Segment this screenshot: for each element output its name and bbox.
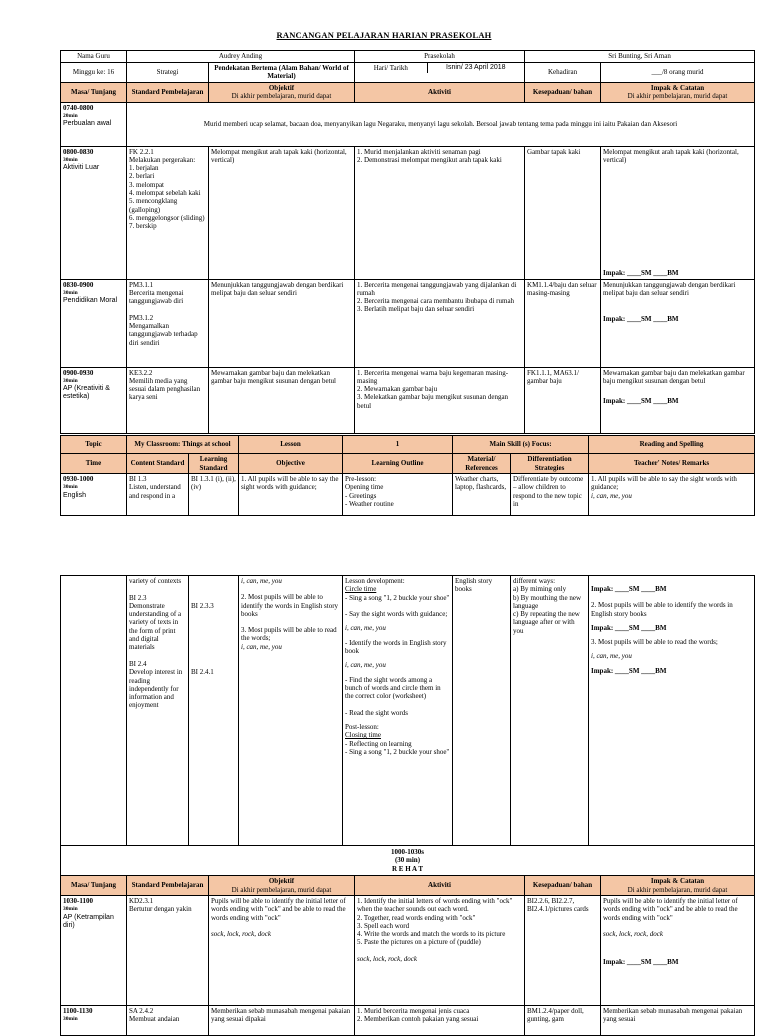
row-pendidikan-moral	[61, 279, 755, 367]
outline-post: Post-lesson:	[345, 723, 379, 732]
header-learning-standard: Learning Standard	[189, 454, 239, 474]
bahan-cell: Gambar tapak kaki	[525, 146, 601, 279]
header-standard: Standard Pembelajaran	[127, 876, 209, 896]
differentiation-cell: different ways: a) By miming only b) By mouthing the new language c) By repeating the new language after or with you	[511, 576, 589, 846]
impak-line: Impak: ____SM ____BM	[591, 666, 667, 675]
header-content-standard: Content Standard	[127, 454, 189, 474]
topic-label: Topic	[61, 436, 127, 454]
header-impak-sub: Di akhir pembelajaran, murid dapat	[627, 885, 728, 894]
objektif-cell: Melompat mengikut arah tapak kaki (horizontal, vertical)	[209, 146, 355, 279]
aktiviti-cell: 1. Bercerita mengenai warna baju kegemaran masing-masing 2. Mewarnakan gambar baju 3. Melekatkan gambar baju mengikut susunan dengan betul	[355, 367, 525, 433]
outline-cell	[343, 576, 453, 846]
lesson-value: 1	[343, 436, 453, 454]
objective-2: 2. Most pupils will be able to identify the words in English story books	[241, 593, 339, 618]
outline-dev: Lesson development:	[345, 577, 405, 585]
notes-text: 1. All pupils will be able to say the sight words with guidance;	[591, 475, 737, 492]
english-header-row	[61, 454, 755, 474]
time-cell	[61, 896, 127, 1006]
bahan-cell: BM1.2.4/paper doll, gunting, gam	[525, 1006, 601, 1036]
impak-cell: Memberikan sebab munasabah mengenai pakaian yang sesuai	[601, 1006, 755, 1036]
header-row-2	[61, 876, 755, 896]
aktiviti-text: 1. Identify the initial letters of words ending with "ock" when the teacher sounds out each word. 2. Together, read words ending with "ock" 3. Spell each word 4. Write the words and match the words to its picture 5. Paste the pictures on a picture of (puddle)	[357, 897, 513, 947]
topic-row	[61, 436, 755, 454]
time: 0900-0930	[63, 368, 94, 377]
tunjang: Pendidikan Moral	[63, 297, 118, 305]
header-impak-title: Impak & Catatan	[650, 877, 705, 886]
objektif-text: Pupils will be able to identify the initial letter of words ending with "ock" and be able to read the words ending with "ock"	[211, 897, 346, 922]
perbualan-text: Murid memberi ucap selamat, bacaan doa, menyanyikan lagu Negaraku, menyanyi lagu sekolah. Bersoal jawab tentang tema pada minggu ini iaitu Pakaian dan Aksesori	[127, 102, 755, 146]
duration: 20min	[63, 112, 78, 119]
time: 0830-0900	[63, 280, 94, 289]
ls-233: BI 2.3.3	[191, 602, 214, 610]
outline-steps-3: - Find the sight words among a bunch of words and circle them in the correct color (worksheet) - Read the sight words	[345, 675, 441, 717]
header-time: Time	[61, 454, 127, 474]
impak-cell	[601, 896, 755, 1006]
header-kesepaduan: Kesepaduan/ bahan	[525, 82, 601, 102]
header-impak	[601, 876, 755, 896]
impak-text: Pupils will be able to identify the initial letter of words ending with "ock" and be able to read the words ending with "ock"	[603, 897, 738, 922]
header-objektif-sub: Di akhir pembelajaran, murid dapat	[231, 885, 332, 894]
row-ketrampilan-diri	[61, 896, 755, 1006]
row-kreativiti	[61, 367, 755, 433]
header-teacher-notes: Teacher' Notes/ Remarks	[589, 454, 755, 474]
strategi-label: Strategi	[127, 63, 209, 83]
rehat-label: R E H A T	[392, 864, 423, 873]
page-gap	[0, 535, 768, 575]
time-cell	[61, 474, 127, 516]
impak-line: Impak: ____SM ____BM	[591, 585, 667, 593]
lesson-label: Lesson	[239, 436, 343, 454]
row-sains	[61, 1006, 755, 1036]
impak-line: Impak: ____SM ____BM	[603, 315, 679, 324]
impak-line: Impak: ____SM ____BM	[603, 269, 679, 278]
rehat-cell	[61, 846, 755, 876]
header-masa: Masa/ Tunjang	[61, 876, 127, 896]
skill-label: Main Skill (s) Focus:	[453, 436, 589, 454]
objective-3: 3. Most pupils will be able to read the words;	[241, 626, 337, 643]
minggu: Minggu ke: 16	[61, 63, 127, 83]
objektif-cell	[209, 896, 355, 1006]
bahan-cell: BI2.2.6, BI2.2.7, BI2.4.1/pictures cards	[525, 896, 601, 1006]
duration: 30min	[63, 289, 78, 296]
header-standard: Standard Pembelajaran	[127, 82, 209, 102]
differentiation-cell: Differentiate by outcome – allow children to respond to the new topic in	[511, 474, 589, 516]
tunjang: Aktiviti Luar	[63, 164, 100, 172]
rehat-duration: (30 min)	[394, 856, 421, 865]
nama-guru-value: Audrey Anding	[127, 51, 355, 63]
notes-3: 3. Most pupils will be able to read the words;	[591, 638, 718, 647]
aktiviti-cell	[355, 896, 525, 1006]
header-impak-sub: Di akhir pembelajaran, murid dapat	[627, 92, 728, 101]
tunjang: AP (Kreativiti & estetika)	[63, 385, 110, 401]
lesson-plan-table-page2-lower	[60, 875, 755, 1036]
tunjang: AP (Ketrampilan diri)	[63, 913, 114, 929]
time-cell	[61, 279, 127, 367]
rehat-row	[61, 846, 755, 876]
time: 1030-1100	[63, 897, 93, 905]
header-objektif-sub: Di akhir pembelajaran, murid dapat	[231, 92, 332, 101]
row-perbualan-awal	[61, 102, 755, 146]
outline-steps-4: - Reflecting on learning - Sing a song "1, 2 buckle your shoe"	[345, 739, 450, 757]
outline-steps-2: - Identify the words in English story book	[345, 638, 447, 656]
objektif-cell: Menunjukkan tanggungjawab dengan berdikari melipat baju dan seluar sendiri	[209, 279, 355, 367]
english-row	[61, 474, 755, 516]
row-aktiviti-luar	[61, 146, 755, 279]
outline-steps-1: - Sing a song "1, 2 buckle your shoe" - Say the sight words with guidance;	[345, 593, 450, 619]
english-continued-row	[61, 576, 755, 846]
header-objektif	[209, 82, 355, 102]
header-differentiation: Differentiation Strategies	[511, 454, 589, 474]
kehadiran-value: ___/8 orang murid	[601, 63, 755, 83]
header-objektif-title: Objektif	[268, 83, 295, 92]
sight-words: i, can, me, you	[241, 642, 282, 651]
lesson-plan-table-page1	[60, 50, 755, 434]
notes-cell	[589, 576, 755, 846]
ock-words: sock, lock, rock, dock	[357, 954, 417, 963]
header-aktiviti: Aktiviti	[355, 876, 525, 896]
time: 0740-0800	[63, 103, 94, 112]
header-kesepaduan: Kesepaduan/ bahan	[525, 876, 601, 896]
ock-words: sock, lock, rock, dock	[211, 929, 271, 938]
bahan-cell: KM1.1.4/baju dan seluar masing-masing	[525, 279, 601, 367]
pendekatan: Pendekatan Bertema (Alam Bahan/ World of Material)	[209, 63, 355, 83]
impak-line: Impak: ____SM ____BM	[591, 623, 667, 632]
material-cell: Weather charts, laptop, flashcards,	[453, 474, 511, 516]
hari-value: Isnin/ 23 April 2018	[446, 64, 506, 71]
standard-cell: KE3.2.2 Memilih media yang sesuai dalam penghasilan karya seni	[127, 367, 209, 433]
header-objective: Objective	[239, 454, 343, 474]
aktiviti-cell: 1. Murid menjalankan aktiviti senaman pagi 2. Demonstrasi melompat mengikut arah tapak kaki	[355, 146, 525, 279]
nama-guru-label: Nama Guru	[61, 51, 127, 63]
duration: 30min	[63, 377, 78, 384]
topic-value: My Classroom: Things at school	[127, 436, 239, 454]
content-standard-cell: variety of contexts BI 2.3 Demonstrate understanding of a variety of texts in the form of print and digital materials BI 2.4 Develop interest in reading independently for information and enjoyment	[127, 576, 189, 846]
ls-241: BI 2.4.1	[191, 668, 214, 677]
aktiviti-cell: 1. Murid bercerita mengenai jenis cuaca 2. Memberikan contoh pakaian yang sesuai	[355, 1006, 525, 1036]
hari-tarikh-cell	[355, 63, 525, 83]
prasekolah-label: Prasekolah	[355, 51, 525, 63]
objective-cell	[239, 576, 343, 846]
learning-standard-cell: BI 1.3.1 (i), (ii), (iv)	[189, 474, 239, 516]
rehat-time: 1000-1030s	[390, 848, 425, 857]
objektif-cell: Memberikan sebab munasabah mengenai pakaian yang sesuai dipakai	[209, 1006, 355, 1036]
impak-cell	[601, 279, 755, 367]
impak-cell	[601, 146, 755, 279]
header-aktiviti: Aktiviti	[355, 82, 525, 102]
duration: 30min	[63, 156, 78, 163]
standard-cell: PM3.1.1 Bercerita mengenai tanggungjawab diri PM3.1.2 Mengamalkan tanggungjawab terhadap diri sendiri	[127, 279, 209, 367]
time-cell	[61, 1006, 127, 1036]
sight-words: i, can, me, you	[345, 661, 386, 670]
header-objektif-title: Objektif	[268, 877, 295, 886]
impak-text: Menunjukkan tanggungjawab dengan berdikari melipat baju dan seluar sendiri	[603, 280, 736, 297]
sight-words: i, can, me, you	[241, 577, 282, 585]
hari-label: Hari/ Tarikh	[355, 63, 427, 73]
content-standard-cell: BI 1.3 Listen, understand and respond in a	[127, 474, 189, 516]
outline-circle-time: Circle time	[345, 585, 377, 594]
impak-text: Mewarnakan gambar baju dan melekatkan gambar baju mengikut susunan dengan betul	[603, 368, 745, 385]
document-title: RANCANGAN PELAJARAN HARIAN PRASEKOLAH	[276, 30, 492, 40]
sight-words: i, can, me, you	[591, 491, 632, 500]
impak-line: Impak: ____SM ____BM	[603, 397, 679, 406]
info-row-1	[61, 51, 755, 63]
material-cell: English story books	[453, 576, 511, 846]
header-learning-outline: Learning Outline	[343, 454, 453, 474]
prasekolah-value: Sri Bunting, Sri Aman	[525, 51, 755, 63]
ock-words: sock, lock, rock, dock	[603, 929, 663, 938]
info-row-2	[61, 63, 755, 83]
impak-line: Impak: ____SM ____BM	[603, 958, 679, 967]
kehadiran-label: Kehadiran	[525, 63, 601, 83]
standard-cell: SA 2.4.2 Membuat andaian	[127, 1006, 209, 1036]
header-row	[61, 82, 755, 102]
skill-value: Reading and Spelling	[589, 436, 755, 454]
english-lesson-table	[60, 435, 755, 516]
duration: 30min	[63, 1016, 78, 1023]
notes-2: 2. Most pupils will be able to identify the words in English story books	[591, 601, 733, 618]
time: 0930-1000	[63, 475, 94, 483]
duration: 30min	[63, 484, 78, 491]
standard-cell: FK 2.2.1 Melakukan pergerakan: 1. berjalan 2. berlari 3. melompat 4. melompat sebelah kaki 5. mencongklang (galloping) 6. menggelongsor (sliding) 7. berskip	[127, 146, 209, 279]
notes-cell	[589, 474, 755, 516]
subject: English	[63, 491, 86, 499]
tunjang: Perbualan awal	[63, 120, 112, 128]
objektif-cell: Mewarnakan gambar baju dan melekatkan gambar baju mengikut susunan dengan betul	[209, 367, 355, 433]
header-material: Material/ References	[453, 454, 511, 474]
header-impak-title: Impak & Catatan	[650, 83, 705, 92]
time-cell	[61, 146, 127, 279]
impak-text: Melompat mengikut arah tapak kaki (horizontal, vertical)	[603, 147, 739, 164]
time-cell-empty	[61, 576, 127, 846]
standard-cell: KD2.3.1 Bertutur dengan yakin	[127, 896, 209, 1006]
time-cell	[61, 102, 127, 146]
outline-cell: Pre-lesson: Opening time - Greetings - Weather routine	[343, 474, 453, 516]
header-masa: Masa/ Tunjang	[61, 82, 127, 102]
time: 1100-1130	[63, 1007, 93, 1015]
sight-words: i, can, me, you	[591, 652, 632, 661]
header-impak	[601, 82, 755, 102]
time-cell	[61, 367, 127, 433]
header-objektif	[209, 876, 355, 896]
duration: 30min	[63, 906, 78, 913]
objective-cell: 1. All pupils will be able to say the sight words with guidance;	[239, 474, 343, 516]
impak-cell	[601, 367, 755, 433]
outline-closing-time: Closing time	[345, 731, 381, 740]
time: 0800-0830	[63, 147, 94, 156]
bahan-cell: FK1.1.1, MA63.1/ gambar baju	[525, 367, 601, 433]
learning-standard-cell	[189, 576, 239, 846]
lesson-plan-table-page2	[60, 575, 755, 876]
aktiviti-cell: 1. Bercerita mengenai tanggungjawab yang dijalankan di rumah 2. Bercerita mengenai cara membantu ibubapa di rumah 3. Berlatih melipat baju dan seluar sendiri	[355, 279, 525, 367]
sight-words: i, can, me, you	[345, 624, 386, 633]
